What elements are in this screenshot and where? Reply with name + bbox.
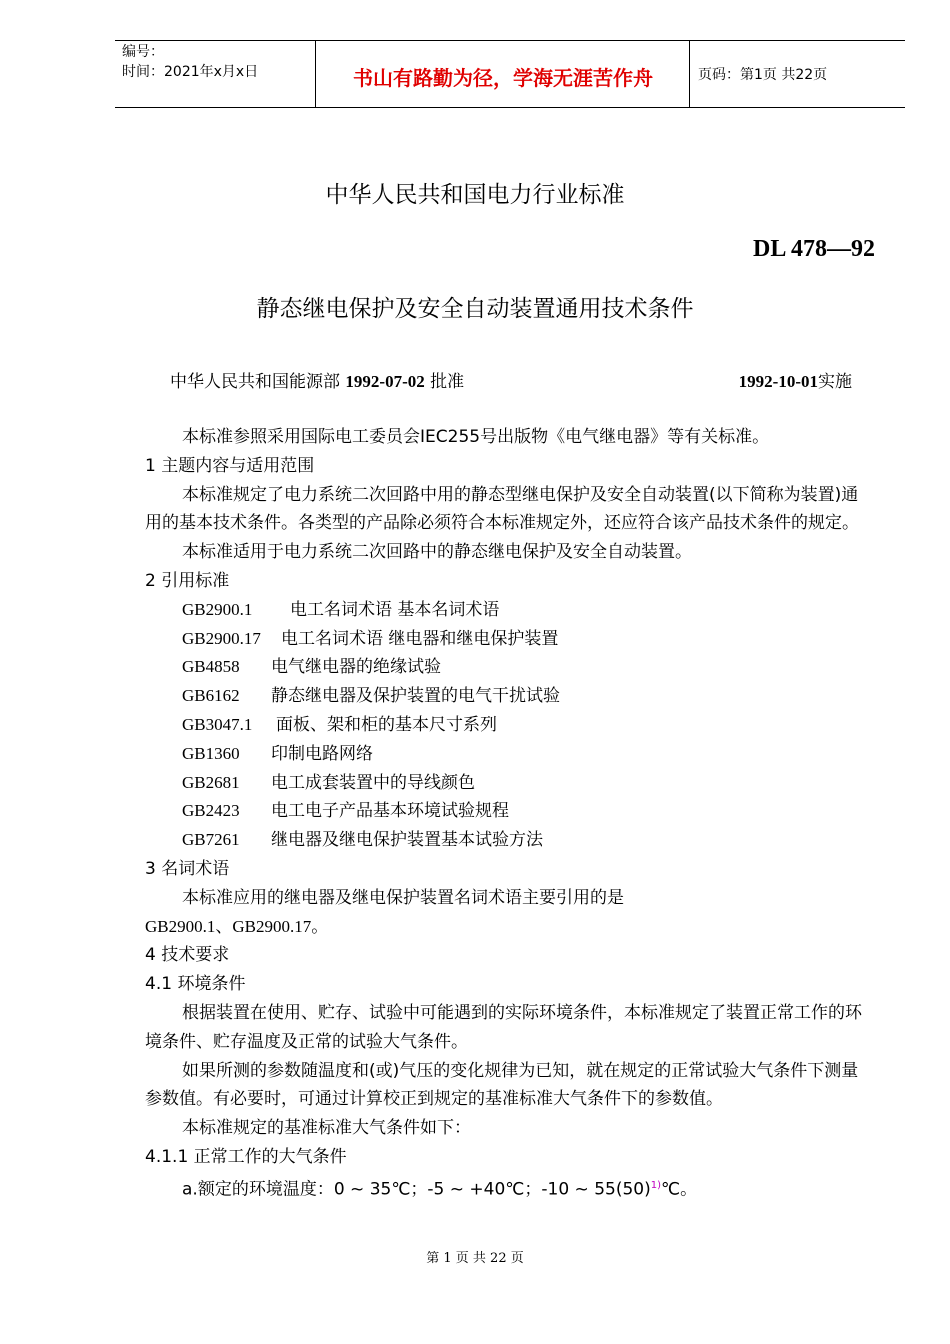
reference-title: 电工名词术语 基本名词术语 <box>290 599 500 620</box>
reference-item <box>145 797 875 826</box>
approval-line <box>170 367 464 392</box>
reference-code: GB1360 <box>182 743 240 763</box>
paragraph: 本标准规定了电力系统二次回路中用的静态型继电保护及安全自动装置(以下简称为装置)通用的基本技术条件。各类型的产品除必须符合本标准规定外，还应符合该产品技术条件的规定。 <box>145 484 859 534</box>
reference-title: 电工电子产品基本环境试验规程 <box>271 801 509 822</box>
reference-item <box>145 625 875 654</box>
subsection-heading: 4.1 环境条件 <box>145 974 246 995</box>
effective-date: 1992-10-01 <box>738 372 818 391</box>
standard-code: DL 478—92 <box>752 236 875 262</box>
paragraph: 如果所测的参数随温度和(或)气压的变化规律为已知，就在规定的正常试验大气条件下测量参数值。有必要时，可通过计算校正到规定的基准标准大气条件下的参数值。 <box>145 1060 859 1110</box>
header-meta <box>122 42 258 82</box>
item-tail: ℃。 <box>661 1179 698 1200</box>
section-heading: 1 主题内容与适用范围 <box>145 455 315 476</box>
reference-code: GB6162 <box>182 686 240 706</box>
reference-code: GB2900.17 <box>182 628 261 648</box>
header-top-rule <box>115 40 905 41</box>
paragraph-continuation: GB2900.1、GB2900.17。 <box>145 916 329 936</box>
reference-code: GB2900.1 <box>182 599 253 619</box>
reference-code: GB2681 <box>182 772 240 792</box>
reference-title: 继电器及继电保护装置基本试验方法 <box>271 830 543 851</box>
list-item <box>145 1172 875 1204</box>
reference-item <box>145 682 875 711</box>
reference-title: 电工名词术语 继电器和继电保护装置 <box>281 628 559 649</box>
paragraph: 本标准应用的继电器及继电保护装置名词术语主要引用的是 <box>182 887 624 908</box>
reference-code: GB4858 <box>182 657 240 677</box>
reference-code: GB2423 <box>182 801 240 821</box>
reference-title: 电气继电器的绝缘试验 <box>271 657 441 678</box>
reference-item <box>145 596 875 625</box>
header-bottom-rule <box>115 107 905 108</box>
reference-title: 电工成套装置中的导线颜色 <box>271 772 475 793</box>
reference-title: 面板、架和柜的基本尺寸系列 <box>276 714 497 735</box>
reference-code: GB3047.1 <box>182 714 253 734</box>
section-heading: 2 引用标准 <box>145 570 230 591</box>
footnote-marker: 1) <box>650 1179 661 1191</box>
subsection-heading: 4.1.1 正常工作的大气条件 <box>145 1146 347 1167</box>
document-body <box>145 423 875 1204</box>
reference-code: GB7261 <box>182 830 240 850</box>
time-label: 时间：2021年x月x日 <box>122 64 259 80</box>
effective-line <box>739 367 852 392</box>
effective-suffix: 实施 <box>818 372 852 392</box>
number-label: 编号： <box>122 44 164 60</box>
section-heading: 3 名词术语 <box>145 858 230 879</box>
reference-title: 静态继电器及保护装置的电气干扰试验 <box>271 686 560 707</box>
reference-item <box>145 653 875 682</box>
header-motto: 书山有路勤为径，学海无涯苦作舟 <box>353 66 653 90</box>
reference-item <box>145 826 875 855</box>
page-footer: 第 1 页 共 22 页 <box>426 1251 524 1266</box>
paragraph: 本标准规定的基准标准大气条件如下： <box>182 1118 471 1139</box>
reference-item <box>145 711 875 740</box>
reference-item <box>145 740 875 769</box>
paragraph: 根据装置在使用、贮存、试验中可能遇到的实际环境条件，本标准规定了装置正常工作的环境条件、贮存温度及正常的试验大气条件。 <box>145 1002 862 1052</box>
approval-date: 1992-07-02 <box>345 372 425 391</box>
approval-suffix: 批准 <box>430 372 465 392</box>
item-text: a.额定的环境温度：0 ~ 35℃；-5 ~ +40℃；-10 ~ 55(50) <box>182 1179 651 1200</box>
intro-paragraph: 本标准参照采用国际电工委员会IEC255号出版物《电气继电器》等有关标准。 <box>182 427 770 447</box>
paragraph: 本标准适用于电力系统二次回路中的静态继电保护及安全自动装置。 <box>182 542 692 563</box>
doc-title: 静态继电保护及安全自动装置通用技术条件 <box>256 296 694 322</box>
org-title: 中华人民共和国电力行业标准 <box>325 182 625 208</box>
header-page-info: 页码：第1页 共22页 <box>698 67 828 83</box>
approval-prefix: 中华人民共和国能源部 <box>170 372 340 392</box>
section-heading: 4 技术要求 <box>145 945 230 966</box>
reference-title: 印制电路网络 <box>271 743 373 764</box>
reference-item <box>145 769 875 798</box>
